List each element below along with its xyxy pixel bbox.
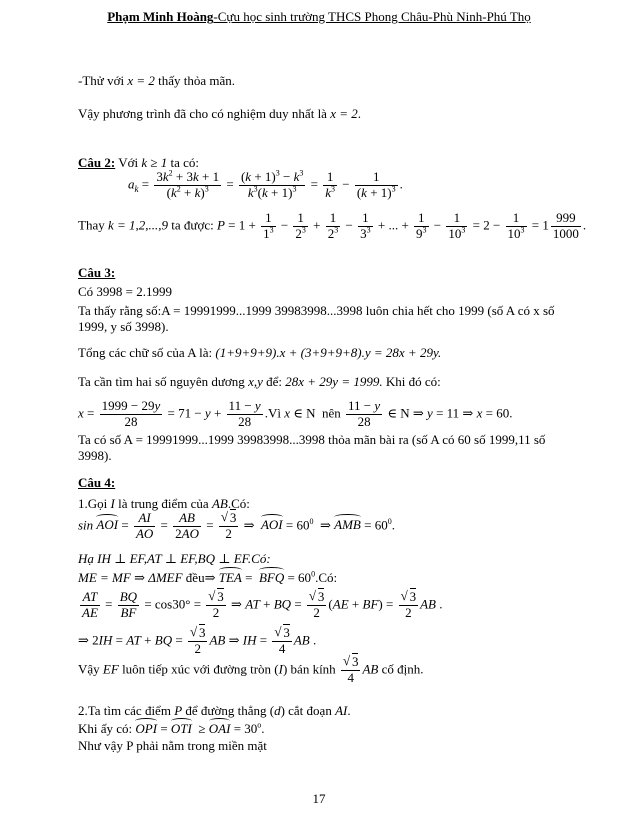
c4-cos-formula: $\frac{AT}{AE}$ = $\frac{BQ}{BF}$ = cos30° = √ $\frac{3}{2}$ ⇒ AT + BQ = √ $\frac{3}{2}$ (AE + BF) = √ $\frac{3}{2}$ AB . <box>78 590 578 621</box>
c4-line6: Vậy EF luôn tiếp xúc với đường tròn (I) bán kính √ $\frac{3}{4}$ AB cố định. <box>78 655 578 686</box>
c4-sin-formula: sin AOI = $\frac{AI}{AO}$ = $\frac{AB}{2AO}$ = √ $\frac{3}{2}$ ⇒ AOI = $60^0$ ⇒ AMB = $60^0$. <box>78 511 578 542</box>
c3-title: Câu 3: <box>78 265 116 280</box>
c1-line2: Vậy phương trình đã cho có nghiệm duy nhất là x = 2. <box>78 106 361 121</box>
page-number: 17 <box>312 791 326 806</box>
c4-line7: 2.Ta tìm các điểm P để đường thẳng (d) cắt đoạn AI. <box>78 703 351 718</box>
c3-title-line <box>78 265 578 281</box>
c3-line4: Ta cần tìm hai số nguyên dương x,y để: 28x + 29y = 1999. Khi đó có: <box>78 374 441 389</box>
c4-title-line <box>78 475 578 491</box>
c3-line1: Có 3998 = 2.1999 <box>78 284 173 299</box>
header-author: Phạm Minh Hoàng <box>107 9 214 24</box>
c4-ih-formula: ⇒ 2IH = AT + BQ = √ $\frac{3}{2}$ AB ⇒ IH = √ $\frac{3}{4}$ AB . <box>78 626 578 657</box>
c4-line3: ME = MF ⇒ ΔMEF đều⇒ TEA = BFQ = $60^0.Có$: <box>78 569 338 585</box>
c3-solution: x = $\frac{1999 - 29y}{28}$ = 71 − y + $\frac{11 - y}{28}$ .Vì x ∈ N nên $\frac{11 - y}{28}$ ∈ N ⇒ y = 11 ⇒ x = 60. <box>78 398 513 429</box>
c2-title: Câu 2: <box>78 155 116 170</box>
c3-line3: Tổng các chữ số của A là: (1+9+9+9).x + (3+9+9+8).y = 28x + 29y. <box>78 345 442 360</box>
header-affiliation: -Cựu học sinh trường THCS Phong Châu-Phù Ninh-Phú Thọ <box>213 9 531 24</box>
c3-conclusion: Ta có số A = 19991999...1999 39983998...3998 thỏa mãn bài ra (số A có 60 số 1999,11 số 3998). <box>78 432 546 464</box>
c2-formula-ak: $a_k$ = $\frac{3k^2 + 3k + 1}{(k^2 + k)^3}$ = $\frac{(k + 1)^3 - k^3}{k^3(k + 1)^3}$ = $\frac{1}{k^3}$ − $\frac{1}{(k + 1)^3}$ . <box>128 168 403 200</box>
c2-substitution: Thay k = 1,2,...,9 ta được: P = 1 + $\frac{1}{1^3}$ − $\frac{1}{2^3}$ + $\frac{1}{2^3}$ − $\frac{1}{3^3}$ + ... + $\frac{1}{9^3}$ − $\frac{1}{10^3}$ = 2 − $\frac{1}{10^3}$ = 1 $\frac{999}{1000}$ . <box>78 210 587 241</box>
page-header <box>0 9 638 25</box>
c4-line1: 1.Gọi I là trung điểm của AB.Có: <box>78 496 250 511</box>
c4-line9: Như vậy P phải nằm trong miền mặt <box>78 738 267 753</box>
c4-line2: Hạ IH ⊥ EF,AT ⊥ EF,BQ ⊥ EF.Có: <box>78 551 271 566</box>
c1-line1: -Thử với x = 2 thấy thỏa mãn. <box>78 73 236 88</box>
c4-line8: Khi ấy có: OPI = OTI ≥ OAI = $30^o$. <box>78 720 265 736</box>
c2-intro: Câu 2: Với k ≥ 1 ta có: <box>78 155 200 170</box>
c4-title: Câu 4: <box>78 475 116 490</box>
c3-line2: Ta thấy rằng số:A = 19991999...1999 39983998...3998 luôn chia hết cho 1999 (số A có x số 1999, y số 3998). <box>78 303 555 335</box>
